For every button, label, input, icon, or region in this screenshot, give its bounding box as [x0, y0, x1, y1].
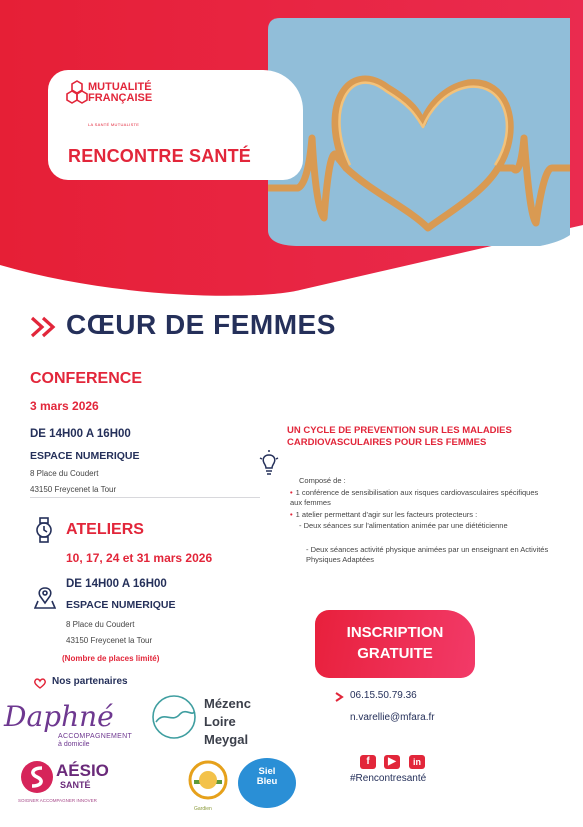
aesio-logo-icon: [20, 760, 54, 794]
conference-time: DE 14H00 A 16H00: [30, 428, 131, 440]
gardien-logo-icon: [188, 760, 228, 806]
aesio-wordmark: AÉSIO: [56, 761, 109, 780]
contact-email: n.varellie@mfara.fr: [350, 712, 435, 723]
map-pin-icon: [34, 586, 56, 610]
event-type-label: RENCONTRE SANTÉ: [68, 146, 252, 166]
bullet-marker: •: [290, 510, 293, 519]
lightbulb-icon: [258, 450, 280, 476]
aesio-tagline: SOIGNER ACCOMPAGNER INNOVER: [18, 798, 97, 803]
cycle-bullet-text: 1 conférence de sensibilisation aux risques cardiovasculaires spécifiques aux femmes: [290, 488, 539, 507]
contact-phone: 06.15.50.79.36: [350, 690, 417, 701]
conference-place: ESPACE NUMERIQUE: [30, 450, 140, 462]
logo-tagline: LA SANTÉ MUTUALISTE: [88, 122, 140, 127]
youtube-icon: ▶: [384, 755, 400, 769]
ateliers-address-line1: 8 Place du Coudert: [66, 620, 135, 629]
mezenc-line2: Loire: [204, 714, 236, 729]
ateliers-heading: ATELIERS: [66, 521, 144, 538]
inscription-badge: [315, 610, 475, 678]
siel-line1: Siel: [258, 766, 276, 777]
inscription-line1: INSCRIPTION: [346, 624, 444, 641]
cycle-bullet: [290, 488, 550, 508]
facebook-icon: f: [360, 755, 376, 769]
aesio-subword: SANTÉ: [60, 780, 91, 790]
ateliers-address-line2: 43150 Freycenet la Tour: [66, 636, 153, 645]
cycle-composed-label: Composé de :: [299, 476, 346, 485]
chevron-right-icon: [30, 316, 60, 338]
chevron-right-icon: [334, 692, 346, 702]
logo-line2: FRANÇAISE: [88, 92, 153, 104]
cycle-bullet: [290, 510, 550, 520]
logo-line1: MUTUALITÉ: [88, 81, 152, 93]
cycle-heading: UN CYCLE DE PREVENTION SUR LES MALADIES CARDIOVASCULAIRES POUR LES FEMMES: [287, 425, 512, 448]
logo-wordmark: [88, 82, 152, 104]
bullet-marker: •: [290, 488, 293, 497]
mezenc-line1: Mézenc: [204, 696, 251, 711]
places-limit-note: (Nombre de places limité): [62, 654, 160, 663]
divider: [30, 497, 260, 498]
heartbeat-heart-icon: [268, 18, 570, 246]
gardien-label: Gardien: [194, 806, 212, 812]
cycle-subitem: - Deux séances activité physique animées par un enseignant en Activités Physiques Adaptées: [306, 545, 549, 564]
page-title: CŒUR DE FEMMES: [66, 309, 336, 340]
daphne-tagline2: à domicile: [58, 741, 90, 748]
siel-line2: Bleu: [256, 776, 278, 787]
siel-bleu-logo: [238, 758, 296, 808]
ateliers-dates: 10, 17, 24 et 31 mars 2026: [66, 551, 213, 565]
ateliers-time: DE 14H00 A 16H00: [66, 578, 167, 590]
heart-icon: [34, 678, 46, 689]
watch-icon: [34, 517, 54, 543]
mutualite-logo-icon: [66, 80, 88, 108]
cycle-bullet-text: 1 atelier permettant d'agir sur les facteurs protecteurs :: [295, 510, 478, 519]
partners-heading: Nos partenaires: [52, 676, 128, 687]
conference-date: 3 mars 2026: [30, 399, 99, 413]
linkedin-icon: in: [409, 755, 425, 769]
conference-heading: CONFERENCE: [30, 370, 143, 387]
inscription-line2: GRATUITE: [357, 645, 433, 662]
conference-address-line1: 8 Place du Coudert: [30, 469, 99, 478]
daphne-tagline1: ACCOMPAGNEMENT: [58, 733, 133, 740]
mezenc-line3: Meygal: [204, 732, 249, 747]
hashtag: #Rencontresanté: [350, 773, 427, 784]
community-logo-icon: [148, 694, 200, 740]
conference-address-line2: 43150 Freycenet la Tour: [30, 485, 117, 494]
ateliers-place: ESPACE NUMERIQUE: [66, 599, 176, 611]
daphne-logo: Daphné: [4, 700, 114, 733]
mezenc-logo: [204, 695, 251, 749]
cycle-subitem: - Deux séances sur l'alimentation animée par une diététicienne: [299, 521, 508, 530]
